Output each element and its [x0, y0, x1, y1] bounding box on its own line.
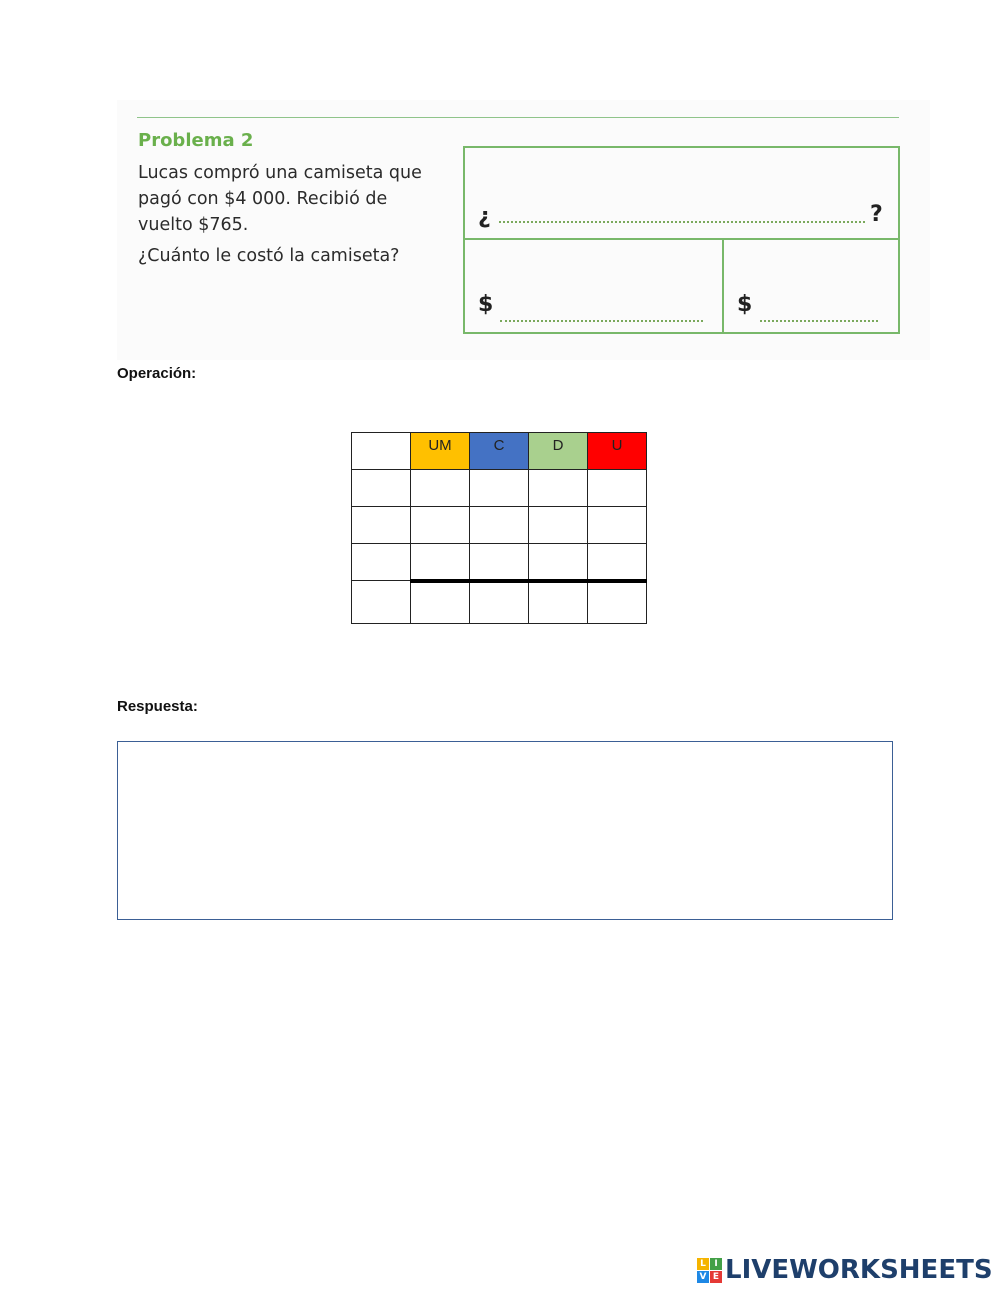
row-label-cell: [352, 507, 411, 544]
header-cell-u: U: [588, 433, 647, 470]
digit-cell[interactable]: [470, 470, 529, 507]
digit-cell[interactable]: [411, 507, 470, 544]
result-digit-cell[interactable]: [529, 581, 588, 624]
result-digit-cell[interactable]: [470, 581, 529, 624]
logo-letter: I: [710, 1258, 722, 1270]
operation-label: Operación:: [117, 365, 197, 382]
logo-text: LIVEWORKSHEETS: [725, 1255, 993, 1285]
result-row: [352, 581, 647, 624]
table-header-row: [352, 433, 647, 470]
problem-line: pagó con $4 000. Recibió de: [138, 189, 388, 209]
table-row: [352, 544, 647, 581]
result-digit-cell[interactable]: [588, 581, 647, 624]
problem-title: Problema 2: [138, 130, 254, 151]
amount-fill-line-right[interactable]: [760, 320, 878, 322]
inverted-question-mark: ¿: [478, 204, 491, 229]
digit-cell[interactable]: [529, 544, 588, 581]
digit-cell[interactable]: [529, 470, 588, 507]
row-label-cell: [352, 544, 411, 581]
problem-line: vuelto $765.: [138, 215, 249, 235]
table-row: [352, 470, 647, 507]
digit-cell[interactable]: [470, 544, 529, 581]
dollar-sign: $: [478, 292, 494, 317]
digit-cell[interactable]: [588, 470, 647, 507]
dollar-sign: $: [737, 292, 753, 317]
header-cell-empty: [352, 433, 411, 470]
problem-question: ¿Cuánto le costó la camiseta?: [138, 246, 400, 266]
logo-letter: L: [697, 1258, 709, 1270]
header-cell-c: C: [470, 433, 529, 470]
digit-cell[interactable]: [411, 470, 470, 507]
digit-cell[interactable]: [588, 544, 647, 581]
digit-cell[interactable]: [470, 507, 529, 544]
answer-input-box[interactable]: [117, 741, 893, 920]
row-label-cell: [352, 470, 411, 507]
digit-cell[interactable]: [588, 507, 647, 544]
amount-fill-line-left[interactable]: [500, 320, 703, 322]
problem-statement: [138, 160, 458, 269]
row-label-cell: [352, 581, 411, 624]
question-box: [463, 146, 900, 240]
digit-cell[interactable]: [529, 507, 588, 544]
header-cell-d: D: [529, 433, 588, 470]
header-cell-um: UM: [411, 433, 470, 470]
logo-mark-icon: [697, 1258, 722, 1283]
logo-letter: E: [710, 1271, 722, 1283]
question-fill-line[interactable]: [499, 221, 865, 223]
table-row: [352, 507, 647, 544]
liveworksheets-logo: [697, 1254, 993, 1286]
problem-line: Lucas compró una camiseta que: [138, 163, 422, 183]
question-mark: ?: [870, 202, 883, 227]
answer-label: Respuesta:: [117, 698, 198, 715]
place-value-table: [351, 432, 647, 624]
divider: [137, 117, 899, 118]
logo-letter: V: [697, 1271, 709, 1283]
result-digit-cell[interactable]: [411, 581, 470, 624]
digit-cell[interactable]: [411, 544, 470, 581]
